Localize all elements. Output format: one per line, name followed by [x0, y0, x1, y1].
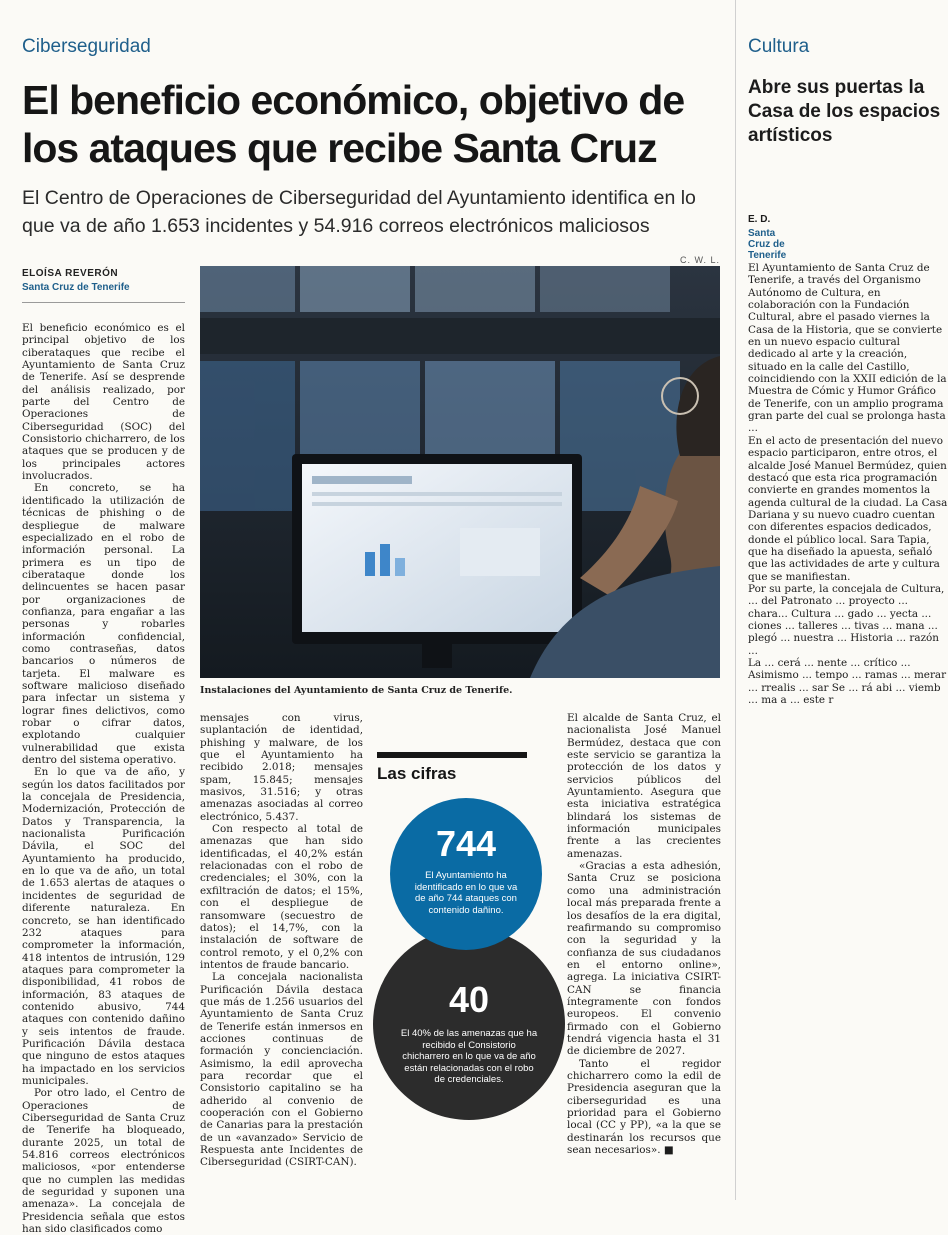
stat-number: 40 [448, 979, 490, 1020]
paragraph: En el acto de presentación del nuevo espacio participaron, entre otros, el alcalde José Manuel Bermúdez, quien destacó que esta rica programación convierte en grandes momentos la agenda cultural de la ciudad. La Casa Dariana y su nuevo cuadro cuentan con diferentes espacios dedicados, donde el público local. Sara Tapia, que ha diseñado la apuesta, señaló que las actividades de arte y cultura que se manifiestan. [748, 434, 948, 583]
body-column-2 [200, 712, 363, 1169]
stat-circle-40 [373, 928, 565, 1120]
paragraph: La ... cerá ... nente ... crítico ... Asimismo ... tempo ... ramas ... merar ... rrealis ... sar Se ... rá abi ... viemb ... ma a ... este r [748, 657, 947, 707]
adjacent-location: Santa Cruz de Tenerife [748, 228, 787, 261]
photo-credit: C. W. L. [680, 255, 721, 265]
adjacent-author: E. D. [748, 214, 771, 225]
dateline-location: Santa Cruz de Tenerife [22, 282, 130, 293]
subheadline: El Centro de Operaciones de Ciberseguridad del Ayuntamiento identifica en lo que va de año 1.653 incidentes y 54.916 correos electrónicos maliciosos [22, 187, 696, 237]
stat-text: El 40% de las amenazas que ha recibido el Consistorio chicharrero en lo que va de año están relacionadas con el robo de credenciales. [400, 1028, 538, 1085]
stat-number: 744 [435, 823, 497, 864]
paragraph: Con respecto al total de amenazas que han sido identificadas, el 40,2% están relacionadas con el robo de credenciales; el 30%, con la exfiltración de datos; el 15%, con el despliegue de ransomware (secuestro de datos); el 14,7%, con la instalación de software de control remoto, y el 0,2% con intentos de fraude bancario. [200, 823, 363, 971]
adjacent-headline: Abre sus puertas la Casa de los espacios artísticos [748, 77, 941, 146]
adjacent-body [748, 262, 948, 706]
paragraph: «Gracias a esta adhesión, Santa Cruz se posiciona como una administración local más preparada frente a los desafíos de la era digital, reafirmando su compromiso con la seguridad y la confianza de sus ciudadanos en el entorno online», agrega. La iniciativa CSIRT-CAN se financia íntegramente con fondos europeos. El convenio firmado con el Gobierno tendrá vigencia hasta el 31 de diciembre de 2027. [567, 860, 721, 1058]
headline: El beneficio económico, objetivo de los ataques que recibe Santa Cruz [22, 77, 685, 171]
body-column-1 [22, 322, 185, 1235]
paragraph: Por otro lado, el Centro de Operaciones de Ciberseguridad de Santa Cruz de Tenerife ha bloqueado, durante 2025, un total de 54.816 correos electrónicos maliciosos, «por entenderse que no cumplen las medidas de seguridad y suponen una amenaza». La concejala de Presidencia señala que estos han sido clasificados como [22, 1087, 185, 1235]
paragraph: El beneficio económico es el principal objetivo de los ciberataques que recibe el Ayuntamiento de Santa Cruz de Tenerife. Así se desprende del análisis realizado, por parte del Centro de Operaciones de Ciberseguridad (SOC) del Consistorio chicharrero, de los ataques que se producen y de los principales actores involucrados. [22, 322, 185, 483]
paragraph: En concreto, se ha identificado la utilización de técnicas de phishing o de despliegue de malware especializado en el robo de información personal. La primera es un tipo de ciberataque donde los delincuentes se hacen pasar por organizaciones de confianza, para engañar a las personas y robarles información confidencial, como contraseñas, datos bancarios o números de tarjeta. El malware es software malicioso diseñado para infectar un sistema y lograr fines delictivos, como robar o cifrar datos, explotando cualquier vulnerabilidad que exista dentro del sistema operativo. [22, 482, 185, 767]
paragraph: Tanto el regidor chicharrero como la edil de Presidencia aseguran que la ciberseguridad es una prioridad para el Gobierno local (CC y PP), «a la que se destinarán los recursos que sean necesarios». ■ [567, 1057, 721, 1157]
paragraph: mensajes con virus, suplantación de identidad, phishing y malware, de los que el Ayuntamiento ha recibido 2.018; mensajes spam, 15.845; mensajes masivos, 31.516; y otras amenazas asociadas al correo electrónico, 5.437. [200, 712, 363, 823]
paragraph: La concejala nacionalista Purificación Dávila destaca que más de 1.256 usuarios del Ayuntamiento de Santa Cruz de Tenerife están inmersos en acciones continuas de formación y concienciación. Asimismo, la edil aprovecha para recordar que el Consistorio capitalino se ha adherido al convenio de cooperación con el Gobierno de Canarias para la prestación de un «avanzado» Servicio de Respuesta ante Incidentes de Ciberseguridad (CSIRT-CAN). [200, 971, 363, 1169]
stat-text: El Ayuntamiento ha identificado en lo que va de año 744 ataques con contenido dañino. [414, 870, 518, 916]
adjacent-section-label: Cultura [748, 36, 810, 57]
paragraph: El alcalde de Santa Cruz, el nacionalista José Manuel Bermúdez, destaca que con este servicio se garantiza la protección de los datos y servicios públicos del Ayuntamiento. Asegura que esta iniciativa estratégica blindará los sistemas de información municipales frente a las crecientes amenazas. [567, 712, 721, 860]
paragraph: En lo que va de año, y según los datos facilitados por la concejala de Presidencia, Modernización, Protección de Datos y Transparencia, la nacionalista Purificación Dávila, el SOC del Ayuntamiento ha producido, en lo que va de año, un total de 1.653 alertas de ataques o incidentes de seguridad de diferente naturaleza. En concreto, se han identificado 232 ataques para comprometer la información, 418 intentos de intrusión, 129 ataques para comprometer la disponibilidad, 41 robos de información, 83 ataques de contenido abusivo, 744 ataques con contenido dañino y seis intentos de fraude. Purificación Dávila destaca que ninguno de estos ataques ha impactado en los servicios municipales. [22, 766, 185, 1087]
photo-caption: Instalaciones del Ayuntamiento de Santa Cruz de Tenerife. [200, 685, 513, 696]
adjacent-article [735, 0, 948, 1200]
section-label: Ciberseguridad [22, 36, 151, 57]
paragraph: El Ayuntamiento de Santa Cruz de Tenerife, a través del Organismo Autónomo de Cultura, en colaboración con la Fundación Cultural, abre el pasado viernes la Casa de la Historia, que se convierte en un nuevo espacio cultural dedicado al arte y la creación, situado en la calle del Castillo, coincidiendo con la XXII edición de la Muestra de Cómic y Humor Gráfico de Tenerife, con un amplio programa gran parte del cual se prolonga hasta ... [748, 262, 947, 435]
stats-box-title: Las cifras [377, 764, 457, 783]
article-photo [200, 266, 720, 678]
author-byline: ELOÍSA REVERÓN [22, 268, 119, 279]
stat-circle-744 [390, 798, 542, 950]
paragraph: Por su parte, la concejala de Cultura, ... del Patronato ... proyecto ... chara... Cultura ... gado ... yecta ... ciones ... talleres ... tivas ... mana ... plegó ... nuestra ... Historia ... razón ... [748, 582, 945, 657]
stats-box-rule [377, 752, 527, 758]
body-column-3 [567, 712, 721, 1156]
control-room-illustration [200, 266, 720, 678]
byline-divider [22, 302, 185, 303]
